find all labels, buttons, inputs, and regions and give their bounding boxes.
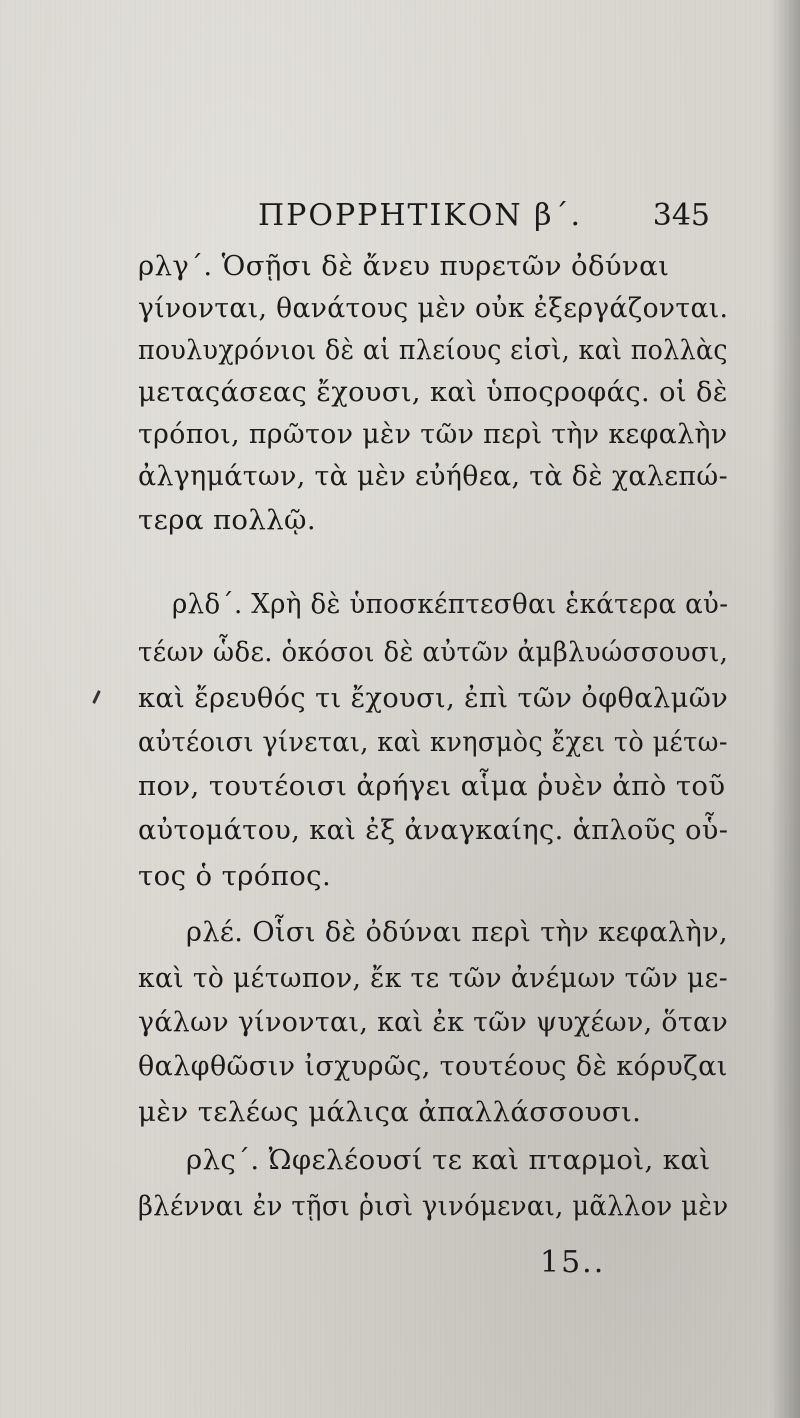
text-line: γάλων γίνονται, καὶ ἐκ τῶν ψυχέων, ὅταν xyxy=(138,1006,729,1038)
text-line: τρόποι, πρῶτον μὲν τῶν περὶ τὴν κεφαλὴν xyxy=(138,418,728,450)
ink-mark xyxy=(92,690,101,704)
text-line: καὶ ἔρευθός τι ἔχουσι, ἐπὶ τῶν ὀφθαλμῶν xyxy=(138,682,729,714)
text-line: ρλς΄. Ὠφελέουσί τε καὶ πταρμοὶ, καὶ xyxy=(186,1144,711,1176)
running-title: ΠΡΟΡΡΗΤΙΚΟΝ β΄. xyxy=(258,198,583,233)
page-edge-shadow xyxy=(770,0,800,1418)
signature-mark: 15.. xyxy=(540,1245,606,1280)
text-line: ρλέ. Οἷσι δὲ ὀδύναι περὶ τὴν κεφαλὴν, xyxy=(186,916,728,948)
text-line: βλένναι ἐν τῇσι ῥισὶ γινόμεναι, μᾶλλον μὲν xyxy=(138,1190,729,1222)
text-line: καὶ τὸ μέτωπον, ἔκ τε τῶν ἀνέμων τῶν με- xyxy=(138,962,729,994)
text-line: πον, τουτέοισι ἀρήγει αἷμα ῥυὲν ἀπὸ τοῦ xyxy=(138,770,726,802)
text-line: γίνονται, θανάτους μὲν οὐκ ἐξεργάζονται. xyxy=(138,292,729,324)
page-header xyxy=(258,198,710,246)
text-line: ρλδ΄. Χρὴ δὲ ὑποσκέπτεσθαι ἑκάτερα αὐ- xyxy=(172,588,729,620)
text-line: τος ὁ τρόπος. xyxy=(138,860,332,892)
text-line: ρλγ΄. Ὁσῇσι δὲ ἄνευ πυρετῶν ὀδύναι xyxy=(138,250,670,282)
text-line: θαλφθῶσιν ἰσχυρῶς, τουτέους δὲ κόρυζαι xyxy=(138,1050,728,1082)
text-line: μεταςάσεας ἔχουσι, καὶ ὑποςροφάς. οἱ δὲ xyxy=(138,376,728,408)
text-line: τέων ὧδε. ὁκόσοι δὲ αὐτῶν ἀμβλυώσσουσι, xyxy=(138,636,729,668)
text-line: ἀλγημάτων, τὰ μὲν εὐήθεα, τὰ δὲ χαλεπώ- xyxy=(138,460,728,492)
text-line: τερα πολλῷ. xyxy=(138,504,316,536)
text-line: αὐτέοισι γίνεται, καὶ κνησμὸς ἔχει τὸ μέτω- xyxy=(138,726,728,758)
text-line: μὲν τελέως μάλιςα ἀπαλλάσσουσι. xyxy=(138,1096,642,1128)
text-line: πουλυχρόνιοι δὲ αἱ πλείους εἰσὶ, καὶ πολλὰς xyxy=(138,334,728,366)
text-line: αὐτομάτου, καὶ ἐξ ἀναγκαίης. ἁπλοῦς οὗ- xyxy=(138,814,729,846)
page-number: 345 xyxy=(652,198,710,233)
